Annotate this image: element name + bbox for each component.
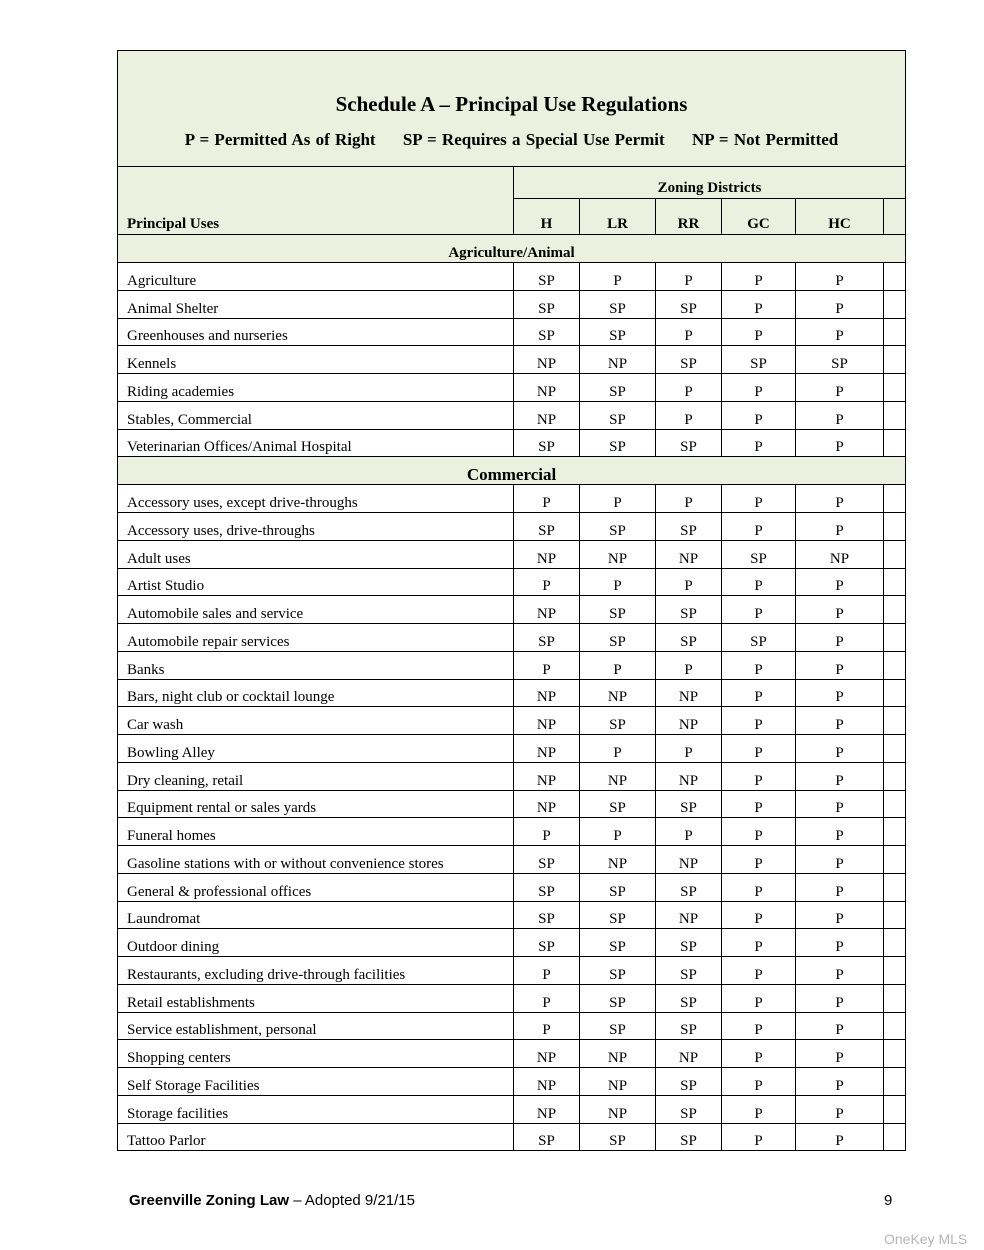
- permission-cell-lr: P: [580, 568, 656, 596]
- permission-cell-gc: P: [722, 957, 796, 985]
- permission-cell-h: NP: [514, 374, 580, 402]
- use-name-cell: Bowling Alley: [118, 735, 514, 763]
- table-row: [118, 1040, 906, 1068]
- blank-cell: [884, 346, 906, 374]
- permission-cell-hc: P: [796, 1068, 884, 1096]
- table-row: [118, 679, 906, 707]
- permission-cell-hc: P: [796, 318, 884, 346]
- use-name-cell: Accessory uses, except drive-throughs: [118, 485, 514, 513]
- use-name-cell: Riding academies: [118, 374, 514, 402]
- permission-cell-gc: P: [722, 846, 796, 874]
- permission-cell-lr: SP: [580, 1012, 656, 1040]
- footer-document-name: [129, 1192, 415, 1209]
- permission-cell-h: SP: [514, 624, 580, 652]
- permission-cell-hc: P: [796, 762, 884, 790]
- permission-cell-hc: P: [796, 679, 884, 707]
- permission-cell-lr: SP: [580, 873, 656, 901]
- permission-cell-h: SP: [514, 1123, 580, 1151]
- permission-cell-rr: SP: [656, 873, 722, 901]
- permission-cell-h: P: [514, 957, 580, 985]
- district-header-hc: HC: [796, 199, 884, 235]
- table-row: [118, 1095, 906, 1123]
- permission-cell-lr: SP: [580, 790, 656, 818]
- permission-cell-h: NP: [514, 401, 580, 429]
- permission-cell-gc: P: [722, 929, 796, 957]
- permission-cell-hc: P: [796, 901, 884, 929]
- use-name-cell: Agriculture: [118, 263, 514, 291]
- use-name-cell: Gasoline stations with or without convenience stores: [118, 846, 514, 874]
- blank-cell: [884, 846, 906, 874]
- permission-cell-h: NP: [514, 596, 580, 624]
- permission-cell-h: SP: [514, 901, 580, 929]
- permission-cell-h: NP: [514, 790, 580, 818]
- permission-cell-lr: NP: [580, 1095, 656, 1123]
- permission-cell-h: NP: [514, 679, 580, 707]
- table-row: [118, 818, 906, 846]
- permission-cell-lr: NP: [580, 540, 656, 568]
- permission-cell-h: P: [514, 651, 580, 679]
- permission-cell-gc: P: [722, 1123, 796, 1151]
- use-name-cell: Veterinarian Offices/Animal Hospital: [118, 429, 514, 457]
- permission-cell-gc: P: [722, 651, 796, 679]
- table-row: [118, 790, 906, 818]
- use-name-cell: Stables, Commercial: [118, 401, 514, 429]
- permission-cell-lr: SP: [580, 1123, 656, 1151]
- legend: [118, 131, 905, 148]
- permission-cell-h: SP: [514, 290, 580, 318]
- permission-cell-hc: P: [796, 290, 884, 318]
- permission-cell-lr: P: [580, 485, 656, 513]
- blank-cell: [884, 651, 906, 679]
- permission-cell-rr: P: [656, 263, 722, 291]
- permission-cell-rr: SP: [656, 513, 722, 541]
- blank-cell: [884, 485, 906, 513]
- blank-cell: [884, 318, 906, 346]
- permission-cell-lr: SP: [580, 984, 656, 1012]
- permission-cell-lr: SP: [580, 596, 656, 624]
- permission-cell-h: NP: [514, 1095, 580, 1123]
- use-name-cell: Adult uses: [118, 540, 514, 568]
- permission-cell-h: P: [514, 568, 580, 596]
- permission-cell-h: SP: [514, 429, 580, 457]
- principal-uses-header: Principal Uses: [118, 167, 514, 235]
- section-header: Commercial: [118, 457, 906, 485]
- permission-cell-rr: SP: [656, 1123, 722, 1151]
- permission-cell-rr: P: [656, 568, 722, 596]
- permission-cell-h: NP: [514, 1068, 580, 1096]
- permission-cell-gc: P: [722, 429, 796, 457]
- blank-cell: [884, 707, 906, 735]
- page-title: Schedule A – Principal Use Regulations: [335, 92, 688, 116]
- blank-cell: [884, 1068, 906, 1096]
- blank-cell: [884, 1012, 906, 1040]
- permission-cell-gc: P: [722, 596, 796, 624]
- permission-cell-hc: P: [796, 651, 884, 679]
- blank-cell: [884, 679, 906, 707]
- use-name-cell: Shopping centers: [118, 1040, 514, 1068]
- permission-cell-rr: SP: [656, 290, 722, 318]
- permission-cell-lr: SP: [580, 901, 656, 929]
- table-row: [118, 957, 906, 985]
- permission-cell-gc: P: [722, 290, 796, 318]
- watermark: OneKey MLS: [884, 1231, 968, 1247]
- permission-cell-rr: SP: [656, 790, 722, 818]
- permission-cell-lr: P: [580, 651, 656, 679]
- permission-cell-h: NP: [514, 762, 580, 790]
- permission-cell-hc: P: [796, 735, 884, 763]
- table-row: [118, 1123, 906, 1151]
- permission-cell-rr: SP: [656, 1068, 722, 1096]
- permission-cell-rr: P: [656, 485, 722, 513]
- use-name-cell: Retail establishments: [118, 984, 514, 1012]
- table-row: [118, 846, 906, 874]
- permission-cell-h: SP: [514, 318, 580, 346]
- blank-cell: [884, 429, 906, 457]
- use-name-cell: Tattoo Parlor: [118, 1123, 514, 1151]
- table-row: [118, 735, 906, 763]
- table-row: [118, 346, 906, 374]
- permission-cell-h: P: [514, 1012, 580, 1040]
- permission-cell-rr: P: [656, 374, 722, 402]
- table-row: [118, 540, 906, 568]
- permission-cell-gc: P: [722, 762, 796, 790]
- blank-cell: [884, 873, 906, 901]
- permission-cell-gc: SP: [722, 346, 796, 374]
- permission-cell-rr: NP: [656, 679, 722, 707]
- blank-cell: [884, 1095, 906, 1123]
- zoning-districts-header: Zoning Districts: [514, 167, 906, 199]
- permission-cell-rr: SP: [656, 624, 722, 652]
- permission-cell-hc: P: [796, 1012, 884, 1040]
- blank-cell: [884, 957, 906, 985]
- permission-cell-lr: SP: [580, 318, 656, 346]
- use-name-cell: Storage facilities: [118, 1095, 514, 1123]
- permission-cell-h: NP: [514, 707, 580, 735]
- table-row: [118, 318, 906, 346]
- district-header-h: H: [514, 199, 580, 235]
- blank-cell: [884, 1123, 906, 1151]
- blank-cell: [884, 735, 906, 763]
- table-row: [118, 762, 906, 790]
- use-name-cell: Laundromat: [118, 901, 514, 929]
- permission-cell-rr: NP: [656, 540, 722, 568]
- permission-cell-h: SP: [514, 513, 580, 541]
- permission-cell-hc: P: [796, 846, 884, 874]
- permission-cell-hc: P: [796, 401, 884, 429]
- permission-cell-rr: NP: [656, 707, 722, 735]
- section-row: [118, 235, 906, 263]
- use-name-cell: Automobile sales and service: [118, 596, 514, 624]
- blank-cell: [884, 263, 906, 291]
- use-name-cell: Automobile repair services: [118, 624, 514, 652]
- permission-cell-lr: SP: [580, 929, 656, 957]
- blank-cell: [884, 1040, 906, 1068]
- permission-cell-h: SP: [514, 263, 580, 291]
- footer-page-number: 9: [884, 1192, 893, 1209]
- permission-cell-lr: NP: [580, 846, 656, 874]
- table-row: [118, 568, 906, 596]
- use-name-cell: Car wash: [118, 707, 514, 735]
- use-name-cell: Service establishment, personal: [118, 1012, 514, 1040]
- permission-cell-hc: P: [796, 429, 884, 457]
- use-name-cell: Greenhouses and nurseries: [118, 318, 514, 346]
- permission-cell-gc: P: [722, 873, 796, 901]
- district-header-rr: RR: [656, 199, 722, 235]
- district-header-blank: [884, 199, 906, 235]
- use-name-cell: Animal Shelter: [118, 290, 514, 318]
- permission-cell-lr: P: [580, 818, 656, 846]
- permission-cell-gc: P: [722, 568, 796, 596]
- use-name-cell: Restaurants, excluding drive-through facilities: [118, 957, 514, 985]
- footer-doc-name: Greenville Zoning Law: [129, 1192, 290, 1209]
- permission-cell-lr: NP: [580, 346, 656, 374]
- permission-cell-lr: SP: [580, 374, 656, 402]
- permission-cell-rr: SP: [656, 1012, 722, 1040]
- table-row: [118, 929, 906, 957]
- permission-cell-rr: SP: [656, 596, 722, 624]
- permission-cell-gc: P: [722, 1095, 796, 1123]
- table-row: [118, 429, 906, 457]
- permission-cell-h: NP: [514, 1040, 580, 1068]
- use-name-cell: Equipment rental or sales yards: [118, 790, 514, 818]
- footer-adopted: – Adopted 9/21/15: [289, 1192, 415, 1209]
- table-row: [118, 651, 906, 679]
- permission-cell-gc: P: [722, 679, 796, 707]
- permission-cell-gc: SP: [722, 540, 796, 568]
- permission-cell-rr: NP: [656, 846, 722, 874]
- permission-cell-rr: SP: [656, 984, 722, 1012]
- use-name-cell: Bars, night club or cocktail lounge: [118, 679, 514, 707]
- permission-cell-gc: P: [722, 318, 796, 346]
- table-row: [118, 1068, 906, 1096]
- permission-cell-hc: P: [796, 1040, 884, 1068]
- permission-cell-lr: NP: [580, 762, 656, 790]
- blank-cell: [884, 762, 906, 790]
- blank-cell: [884, 540, 906, 568]
- permission-cell-lr: SP: [580, 429, 656, 457]
- permission-cell-hc: P: [796, 374, 884, 402]
- permission-cell-gc: P: [722, 513, 796, 541]
- blank-cell: [884, 790, 906, 818]
- permission-cell-rr: P: [656, 818, 722, 846]
- permission-cell-rr: NP: [656, 901, 722, 929]
- permission-cell-h: NP: [514, 735, 580, 763]
- permission-cell-hc: P: [796, 263, 884, 291]
- permission-cell-h: SP: [514, 873, 580, 901]
- permission-cell-h: NP: [514, 346, 580, 374]
- permission-cell-hc: P: [796, 984, 884, 1012]
- permission-cell-lr: SP: [580, 513, 656, 541]
- blank-cell: [884, 984, 906, 1012]
- permission-cell-rr: P: [656, 401, 722, 429]
- permission-cell-rr: P: [656, 318, 722, 346]
- permission-cell-hc: P: [796, 818, 884, 846]
- permission-cell-hc: P: [796, 929, 884, 957]
- permission-cell-h: NP: [514, 540, 580, 568]
- schedule-table-container: [117, 50, 905, 1151]
- permission-cell-lr: SP: [580, 707, 656, 735]
- table-row: [118, 513, 906, 541]
- permission-cell-rr: P: [656, 735, 722, 763]
- schedule-header: [118, 51, 906, 167]
- permission-cell-lr: SP: [580, 290, 656, 318]
- permission-cell-hc: P: [796, 513, 884, 541]
- section-row: [118, 457, 906, 485]
- blank-cell: [884, 901, 906, 929]
- permission-cell-gc: P: [722, 263, 796, 291]
- permission-cell-gc: P: [722, 707, 796, 735]
- table-row: [118, 596, 906, 624]
- table-row: [118, 984, 906, 1012]
- permission-cell-hc: P: [796, 596, 884, 624]
- schedule-table: [117, 50, 906, 1151]
- use-name-cell: Self Storage Facilities: [118, 1068, 514, 1096]
- permission-cell-lr: NP: [580, 679, 656, 707]
- blank-cell: [884, 568, 906, 596]
- permission-cell-lr: P: [580, 263, 656, 291]
- permission-cell-rr: NP: [656, 762, 722, 790]
- permission-cell-rr: SP: [656, 1095, 722, 1123]
- blank-cell: [884, 513, 906, 541]
- use-name-cell: Artist Studio: [118, 568, 514, 596]
- permission-cell-lr: SP: [580, 957, 656, 985]
- permission-cell-h: P: [514, 485, 580, 513]
- use-name-cell: Banks: [118, 651, 514, 679]
- district-header-lr: LR: [580, 199, 656, 235]
- use-name-cell: Kennels: [118, 346, 514, 374]
- permission-cell-gc: P: [722, 1068, 796, 1096]
- legend-not-permitted: NP = Not Permitted: [691, 130, 839, 149]
- permission-cell-lr: SP: [580, 624, 656, 652]
- use-name-cell: Dry cleaning, retail: [118, 762, 514, 790]
- permission-cell-rr: P: [656, 651, 722, 679]
- permission-cell-hc: NP: [796, 540, 884, 568]
- permission-cell-rr: SP: [656, 957, 722, 985]
- table-row: [118, 624, 906, 652]
- permission-cell-gc: SP: [722, 624, 796, 652]
- legend-permitted: P = Permitted As of Right: [184, 130, 376, 149]
- section-header: Agriculture/Animal: [118, 235, 906, 263]
- permission-cell-gc: P: [722, 1040, 796, 1068]
- table-row: [118, 401, 906, 429]
- table-row: [118, 263, 906, 291]
- legend-special-use: SP = Requires a Special Use Permit: [402, 130, 665, 149]
- blank-cell: [884, 290, 906, 318]
- permission-cell-rr: SP: [656, 929, 722, 957]
- permission-cell-h: P: [514, 818, 580, 846]
- permission-cell-rr: SP: [656, 346, 722, 374]
- permission-cell-hc: P: [796, 1123, 884, 1151]
- permission-cell-h: P: [514, 984, 580, 1012]
- use-name-cell: Funeral homes: [118, 818, 514, 846]
- use-name-cell: Outdoor dining: [118, 929, 514, 957]
- blank-cell: [884, 596, 906, 624]
- use-name-cell: Accessory uses, drive-throughs: [118, 513, 514, 541]
- permission-cell-gc: P: [722, 818, 796, 846]
- table-row: [118, 1012, 906, 1040]
- permission-cell-lr: SP: [580, 401, 656, 429]
- permission-cell-rr: SP: [656, 429, 722, 457]
- permission-cell-hc: SP: [796, 346, 884, 374]
- permission-cell-h: SP: [514, 846, 580, 874]
- table-row: [118, 374, 906, 402]
- table-row: [118, 485, 906, 513]
- table-row: [118, 290, 906, 318]
- permission-cell-lr: NP: [580, 1068, 656, 1096]
- permission-cell-h: SP: [514, 929, 580, 957]
- table-row: [118, 707, 906, 735]
- permission-cell-gc: P: [722, 401, 796, 429]
- permission-cell-gc: P: [722, 901, 796, 929]
- permission-cell-gc: P: [722, 485, 796, 513]
- blank-cell: [884, 929, 906, 957]
- permission-cell-hc: P: [796, 624, 884, 652]
- blank-cell: [884, 374, 906, 402]
- permission-cell-hc: P: [796, 485, 884, 513]
- permission-cell-rr: NP: [656, 1040, 722, 1068]
- blank-cell: [884, 401, 906, 429]
- permission-cell-lr: NP: [580, 1040, 656, 1068]
- blank-cell: [884, 624, 906, 652]
- permission-cell-gc: P: [722, 1012, 796, 1040]
- use-name-cell: General & professional offices: [118, 873, 514, 901]
- permission-cell-gc: P: [722, 374, 796, 402]
- permission-cell-gc: P: [722, 790, 796, 818]
- permission-cell-hc: P: [796, 957, 884, 985]
- permission-cell-hc: P: [796, 790, 884, 818]
- permission-cell-gc: P: [722, 984, 796, 1012]
- district-header-gc: GC: [722, 199, 796, 235]
- permission-cell-hc: P: [796, 1095, 884, 1123]
- permission-cell-hc: P: [796, 873, 884, 901]
- permission-cell-gc: P: [722, 735, 796, 763]
- permission-cell-hc: P: [796, 568, 884, 596]
- table-row: [118, 901, 906, 929]
- table-row: [118, 873, 906, 901]
- blank-cell: [884, 818, 906, 846]
- permission-cell-hc: P: [796, 707, 884, 735]
- permission-cell-lr: P: [580, 735, 656, 763]
